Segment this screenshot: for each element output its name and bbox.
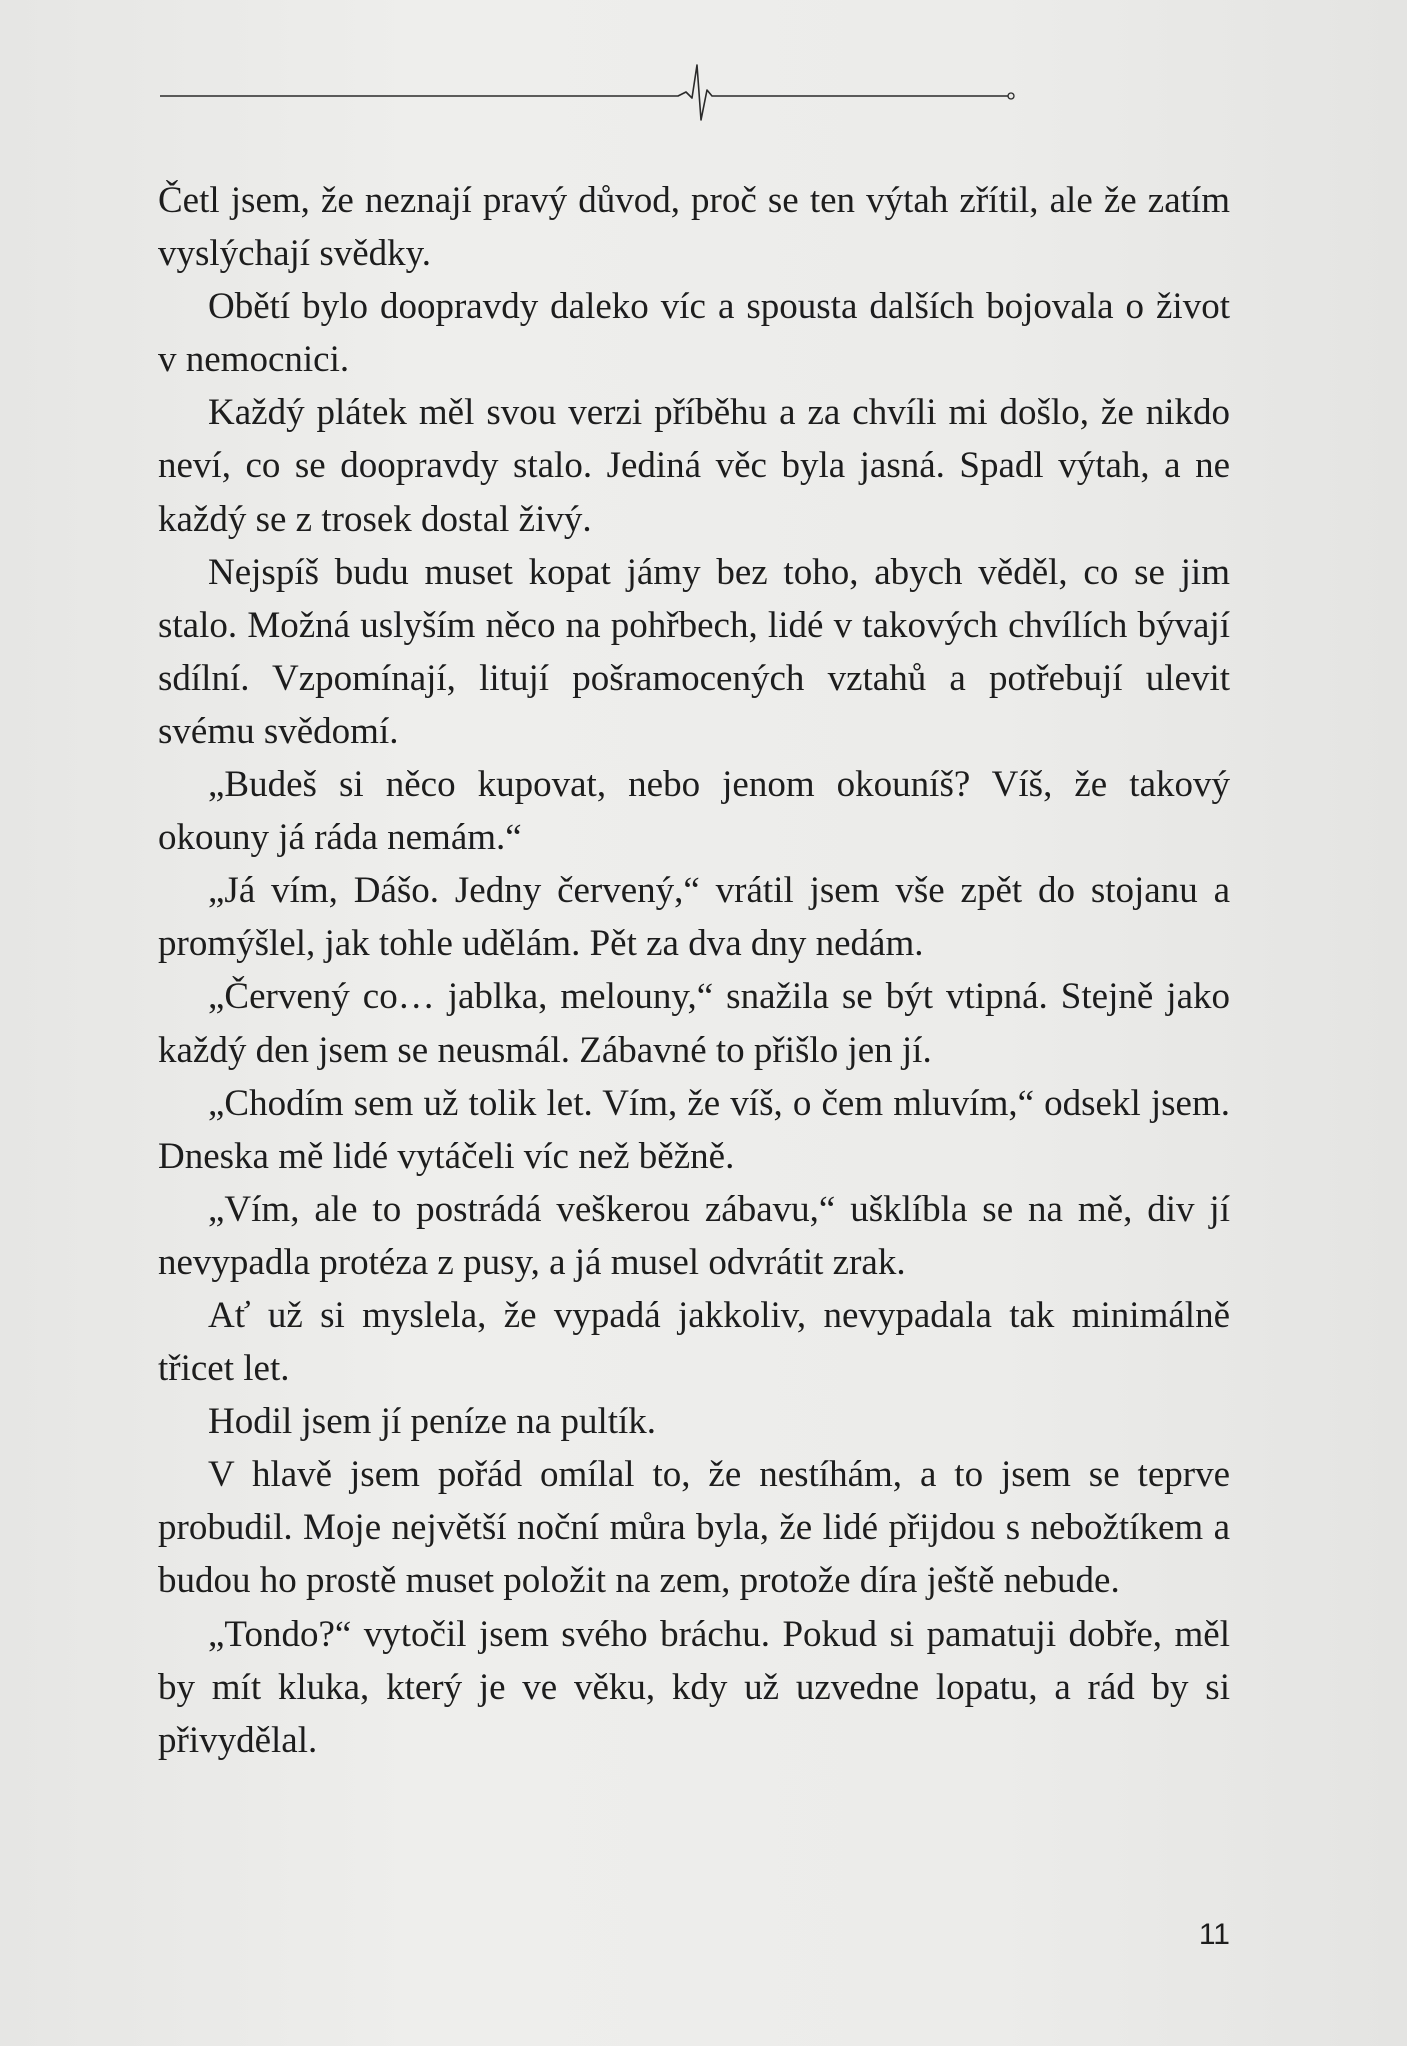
paragraph: Ať už si myslela, že vypadá jakkoliv, nevypadala tak minimálně třicet let.	[158, 1294, 1230, 1390]
paragraph: „Červený co… jablka, melouny,“ snažila se být vtipná. Stejně jako každý den jsem se neusmál. Zábavné to přišlo jen jí.	[158, 976, 1230, 1071]
paragraph: „Vím, ale to postrádá veškerou zábavu,“ ušklíbla se na mě, div jí nevypadla protéza z pusy, a já musel odvrátit zrak.	[158, 1188, 1230, 1283]
heartbeat-line-icon	[160, 60, 1020, 130]
paragraph: V hlavě jsem pořád omílal to, že nestíhám, a to jsem se teprve probudil. Moje největší noční můra byla, že lidé přijdou s nebožtíkem a budou ho prostě muset položit na zem, protože díra ještě nebude.	[158, 1454, 1230, 1602]
paragraph: „Chodím sem už tolik let. Vím, že víš, o čem mluvím,“ odsekl jsem. Dneska mě lidé vytáčeli víc než běžně.	[158, 1082, 1230, 1177]
paragraph: Hodil jsem jí peníze na pultík.	[208, 1401, 657, 1443]
paragraph: „Tondo?“ vytočil jsem svého bráchu. Pokud si pamatuji dobře, měl by mít kluka, který je ve věku, kdy už uzvedne lopatu, a rád by si přivydělal.	[158, 1613, 1230, 1761]
page-number: 11	[1198, 1918, 1230, 1951]
paragraph: Každý plátek měl svou verzi příběhu a za chvíli mi došlo, že nikdo neví, co se doopravdy stalo. Jediná věc byla jasná. Spadl výtah, a ne každý se z trosek dostal živý.	[158, 392, 1230, 540]
paragraph: Četl jsem, že neznají pravý důvod, proč se ten výtah zřítil, ale že zatím vyslýchají svědky.	[158, 180, 1230, 275]
paragraph: „Já vím, Dášo. Jedny červený,“ vrátil jsem vše zpět do stojanu a promýšlel, jak tohle udělám. Pět za dva dny nedám.	[158, 870, 1230, 965]
paragraph: Obětí bylo doopravdy daleko víc a spousta dalších bojovala o život v nemocnici.	[158, 286, 1230, 381]
paragraph: „Budeš si něco kupovat, nebo jenom okouníš? Víš, že takový okouny já ráda nemám.“	[158, 764, 1230, 859]
paragraph: Nejspíš budu muset kopat jámy bez toho, abych věděl, co se jim stalo. Možná uslyším něco na pohřbech, lidé v takových chvílích bývají sdílní. Vzpomínají, litují pošramocených vztahů a potřebují ulevit svému svědomí.	[158, 551, 1230, 752]
body-text	[158, 174, 1230, 1767]
